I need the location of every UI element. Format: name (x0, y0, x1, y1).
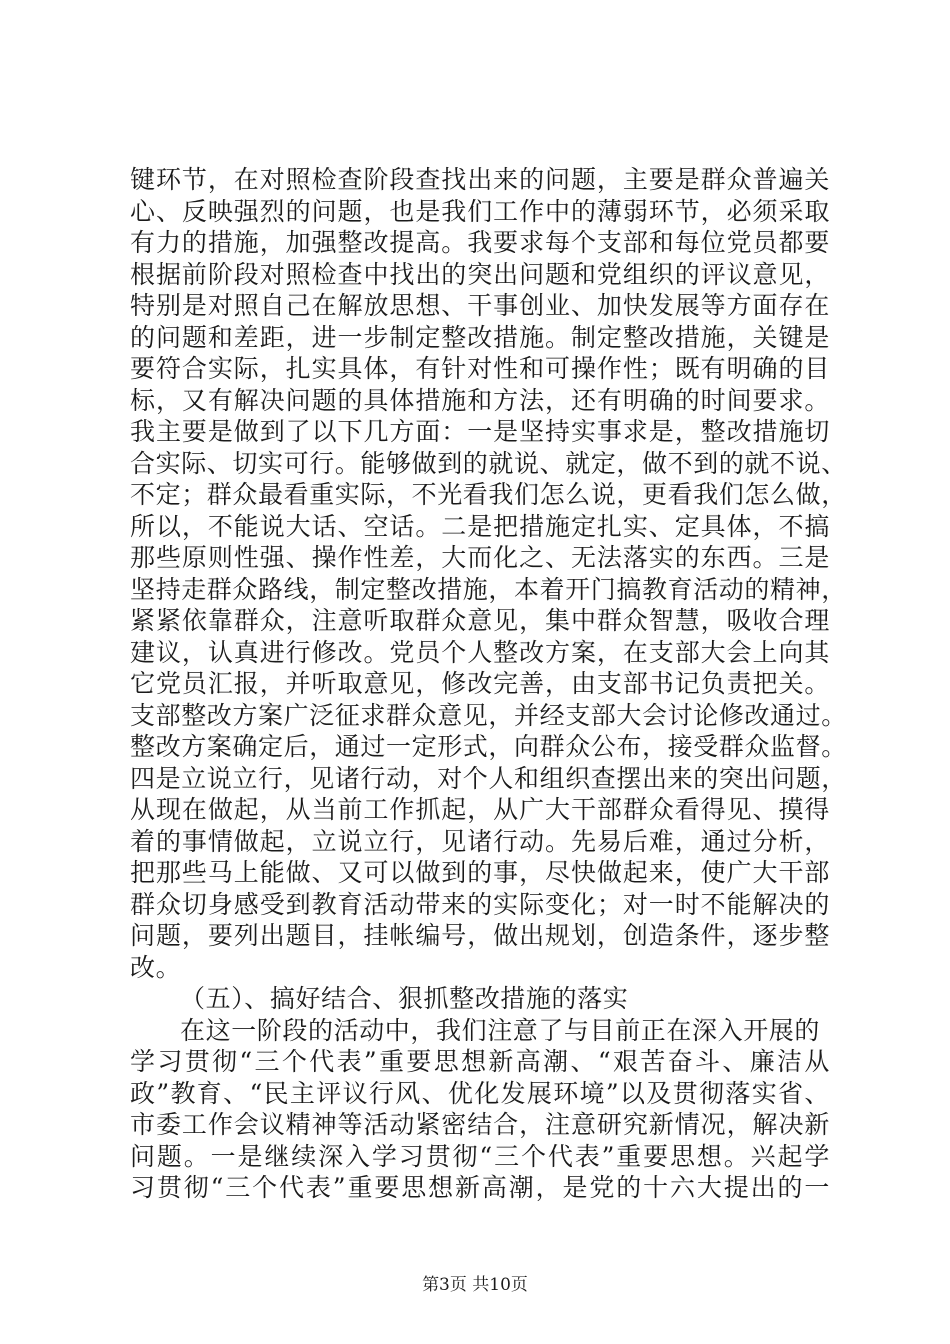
text-line: 从现在做起，从当前工作抓起，从广大干部群众看得见、摸得 (130, 795, 830, 824)
text-line: 整改方案确定后，通过一定形式，向群众公布，接受群众监督。 (130, 732, 847, 761)
text-line: 着的事情做起，立说立行，见诸行动。先易后难，通过分析， (130, 826, 830, 856)
text-line: 所以，不能说大话、空话。二是把措施定扎实、定具体，不搞 (130, 511, 830, 541)
text-line: 心、反映强烈的问题，也是我们工作中的薄弱环节，必须采取 (130, 196, 830, 226)
text-line: 问题。一是继续深入学习贯彻“三个代表”重要思想。兴起学 (130, 1141, 830, 1171)
text-line: 合实际、切实可行。能够做到的就说、就定，做不到的就不说、 (130, 448, 847, 478)
text-line: 键环节，在对照检查阶段查找出来的问题，主要是群众普遍关 (130, 165, 830, 194)
text-line: 要符合实际，扎实具体，有针对性和可操作性；既有明确的目 (130, 354, 830, 383)
text-line: 政”教育、“民主评议行风、优化发展环境”以及贯彻落实省、 (130, 1078, 830, 1108)
text-line: 的问题和差距，进一步制定整改措施。制定整改措施，关键是 (130, 322, 830, 352)
text-line: 四是立说立行，见诸行动，对个人和组织查摆出来的突出问题， (130, 763, 847, 793)
text-line: 不定；群众最看重实际，不光看我们怎么说，更看我们怎么做， (130, 480, 847, 509)
text-line: 那些原则性强、操作性差，大而化之、无法落实的东西。三是 (130, 543, 830, 572)
text-line: 支部整改方案广泛征求群众意见，并经支部大会讨论修改通过。 (130, 700, 847, 730)
text-line: 根据前阶段对照检查中找出的突出问题和党组织的评议意见， (130, 259, 830, 289)
text-line: 在这一阶段的活动中，我们注意了与目前正在深入开展的 (180, 1015, 821, 1045)
text-line: 改。 (130, 952, 182, 982)
section-heading: （五）、搞好结合、狠抓整改措施的落实 (180, 984, 629, 1013)
text-line: 建议，认真进行修改。党员个人整改方案，在支部大会上向其 (130, 637, 830, 667)
text-line: 坚持走群众路线，制定整改措施，本着开门搞教育活动的精神， (130, 574, 847, 604)
text-line: 问题，要列出题目，挂帐编号，做出规划，创造条件，逐步整 (130, 921, 830, 950)
body-text (130, 164, 847, 1204)
page-footer: 第3页 共10页 (422, 1275, 528, 1295)
text-line: 有力的措施，加强整改提高。我要求每个支部和每位党员都要 (130, 228, 830, 257)
text-line: 它党员汇报，并听取意见，修改完善，由支部书记负责把关。 (130, 669, 830, 698)
text-line: 特别是对照自己在解放思想、干事创业、加快发展等方面存在 (130, 291, 830, 320)
text-line: 习贯彻“三个代表”重要思想新高潮，是党的十六大提出的一 (130, 1173, 830, 1202)
text-line: 市委工作会议精神等活动紧密结合，注意研究新情况，解决新 (130, 1110, 830, 1139)
text-line: 紧紧依靠群众，注意听取群众意见，集中群众智慧，吸收合理 (130, 606, 830, 635)
text-line: 标，又有解决问题的具体措施和方法，还有明确的时间要求。 (130, 385, 830, 415)
text-line: 群众切身感受到教育活动带来的实际变化；对一时不能解决的 (130, 889, 830, 919)
text-line: 把那些马上能做、又可以做到的事，尽快做起来，使广大干部 (130, 858, 830, 887)
text-line: 我主要是做到了以下几方面：一是坚持实事求是，整改措施切 (130, 417, 830, 446)
text-line: 学习贯彻“三个代表”重要思想新高潮、“艰苦奋斗、廉洁从 (130, 1047, 830, 1076)
